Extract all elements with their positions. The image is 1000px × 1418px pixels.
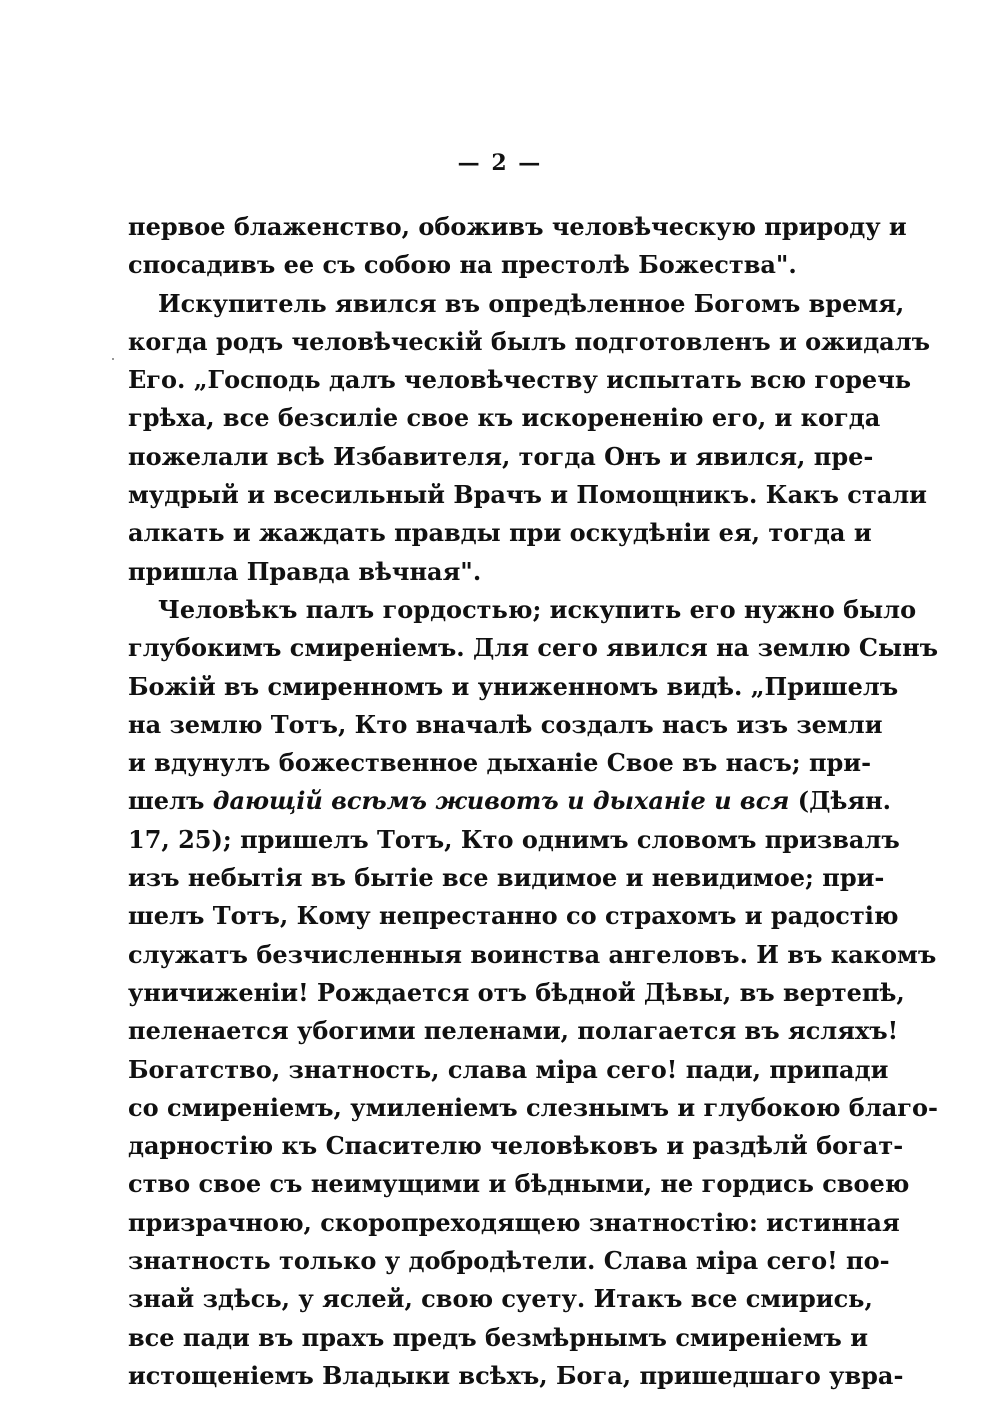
- text-line: 17, 25); пришелъ Тотъ, Кто однимъ словомъ призвалъ: [128, 824, 900, 854]
- text-line: пеленается убогими пеленами, полагается въ ясляхъ!: [128, 1016, 899, 1046]
- text-line: пожелали всѣ Избавителя, тогда Онъ и явился, пре-: [128, 441, 874, 471]
- text-line: когда родъ человѣческій былъ подготовленъ и ожидалъ: [128, 326, 931, 356]
- text-line: изъ небытія въ бытіе все видимое и невидимое; при-: [128, 863, 885, 893]
- text-line-with-italic: шелъ дающій всѣмъ животъ и дыханіе и вся (Дѣян.: [128, 786, 891, 816]
- text-line: на землю Тотъ, Кто вначалѣ создалъ насъ изъ земли: [128, 709, 883, 739]
- text-line: пришла Правда вѣчная".: [128, 556, 482, 586]
- italic-quote: дающій всѣмъ животъ и дыханіе и вся: [212, 786, 790, 816]
- body-text: [128, 208, 939, 1395]
- text-line: первое блаженство, обоживъ человѣческую природу и: [128, 212, 907, 241]
- text-line: Искупитель явился въ опредѣленное Богомъ время,: [158, 288, 905, 318]
- print-speck: [112, 358, 114, 360]
- text-line: призрачною, скоропреходящею знатностію: истинная: [128, 1207, 900, 1237]
- page-number: — 2 —: [457, 150, 543, 176]
- text-line: ство свое съ неимущими и бѣдными, не гордись своею: [128, 1169, 910, 1199]
- text-line: глубокимъ смиреніемъ. Для сего явился на землю Сынъ: [128, 633, 939, 663]
- text-line: спосадивъ ее съ собою на престолѣ Божества".: [128, 250, 797, 280]
- text-line: алкать и жаждать правды при оскудѣніи ея, тогда и: [128, 518, 872, 548]
- text-line: со смиреніемъ, умиленіемъ слезнымъ и глубокою благо-: [128, 1092, 938, 1122]
- text-line: знатность только у добродѣтели. Слава міра сего! по-: [128, 1246, 890, 1276]
- text-line: знай здѣсь, у яслей, свою суету. Итакъ все смирись,: [128, 1284, 873, 1314]
- text-line: грѣха, все безсиліе свое къ искорененію его, и когда: [128, 403, 881, 433]
- text-line: истощеніемъ Владыки всѣхъ, Бога, пришедшаго увра-: [128, 1360, 904, 1390]
- text-line: уничиженіи! Рождается отъ бѣдной Дѣвы, въ вертепѣ,: [128, 977, 905, 1007]
- text-line: Богатство, знатность, слава міра сего! пади, припади: [128, 1054, 889, 1084]
- text-line: все пади въ прахъ предъ безмѣрнымъ смиреніемъ и: [128, 1322, 868, 1352]
- text-line: служатъ безчисленныя воинства ангеловъ. И въ какомъ: [128, 939, 937, 969]
- text-line: Человѣкъ палъ гордостью; искупить его нужно было: [158, 594, 917, 624]
- text-line: Божій въ смиренномъ и униженномъ видѣ. „Пришелъ: [128, 671, 899, 701]
- text-line: мудрый и всесильный Врачъ и Помощникъ. Какъ стали: [128, 480, 927, 510]
- text-line: и вдунулъ божественное дыханіе Свое въ насъ; при-: [128, 748, 872, 778]
- text-line: дарностію къ Спасителю человѣковъ и раздѣлй богат-: [128, 1131, 904, 1161]
- text-line: шелъ Тотъ, Кому непрестанно со страхомъ и радостію: [128, 901, 899, 931]
- text-line: Его. „Господь далъ человѣчеству испытать всю горечь: [128, 365, 912, 395]
